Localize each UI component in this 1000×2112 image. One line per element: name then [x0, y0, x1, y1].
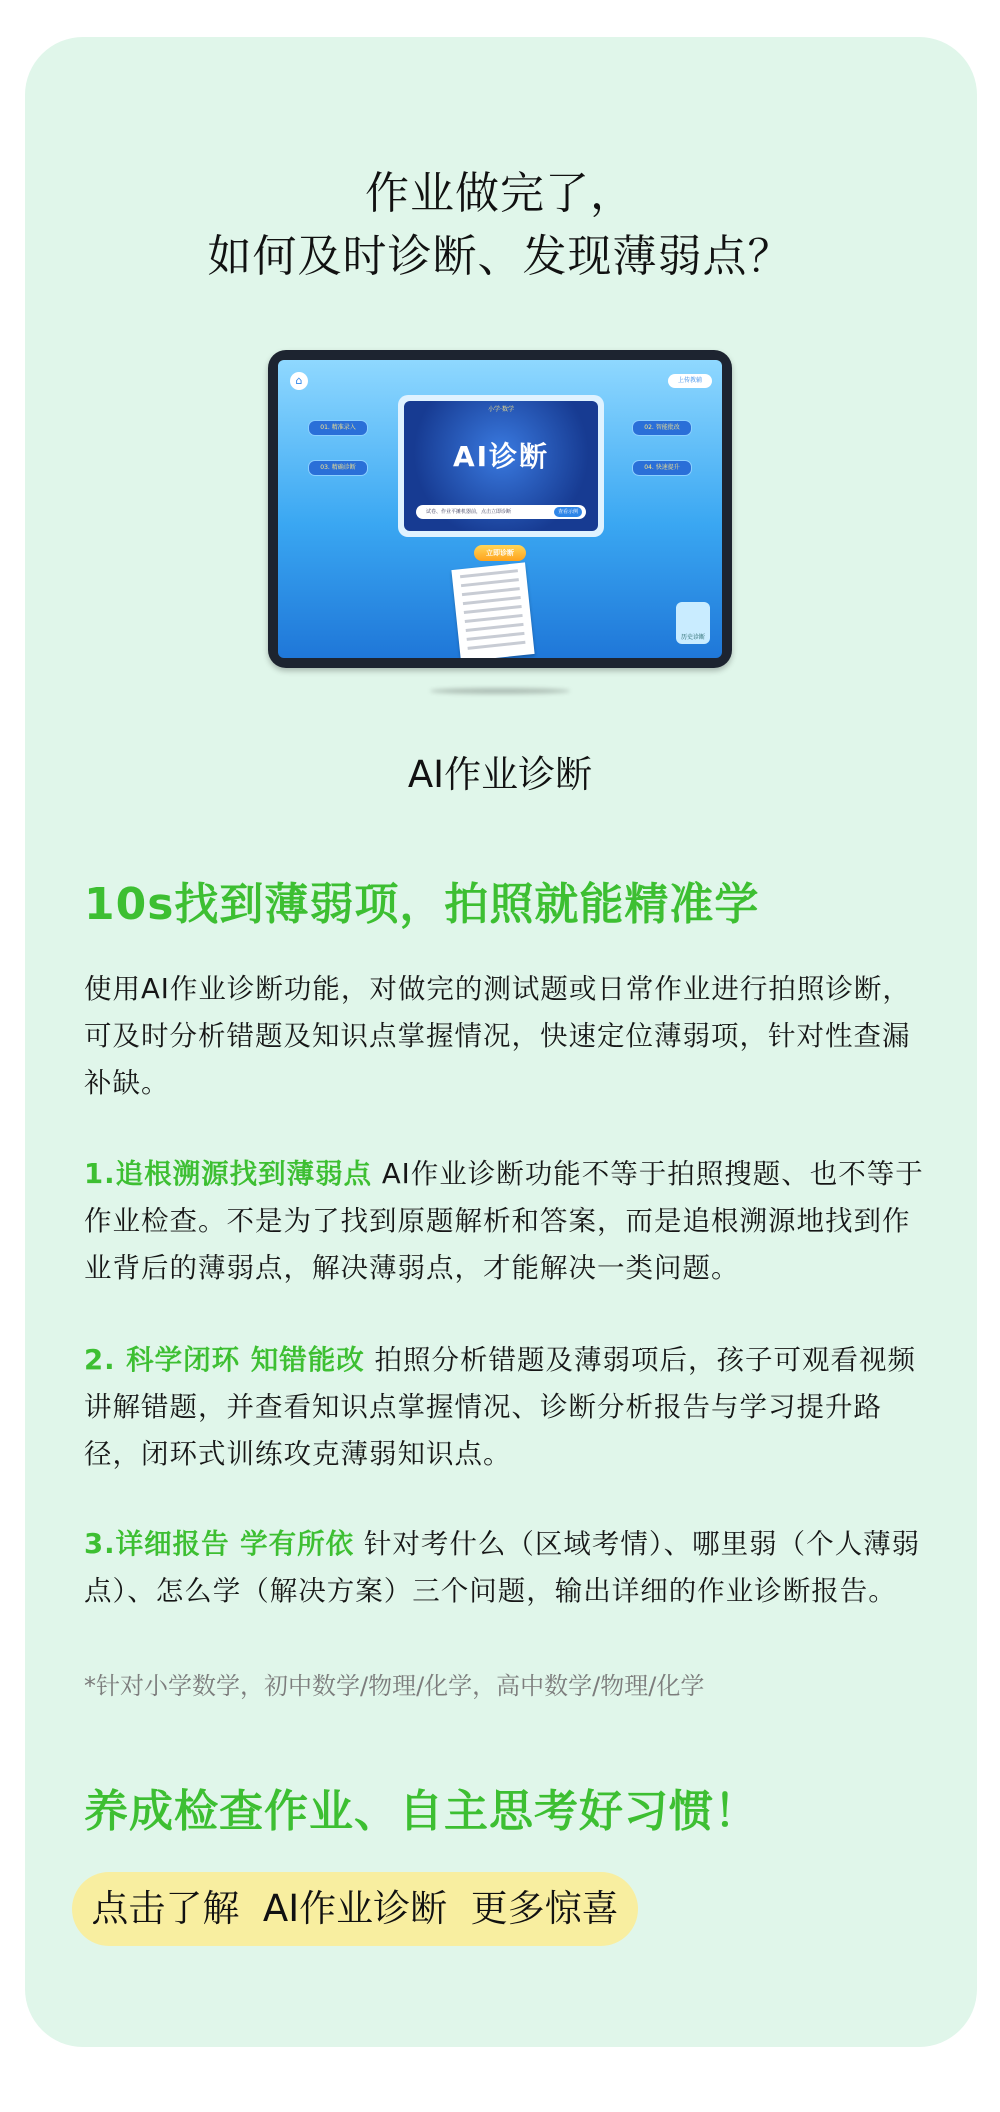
- worksheet-paper: [451, 562, 534, 658]
- intro-paragraph: 使用AI作业诊断功能，对做完的测试题或日常作业进行拍照诊断，可及时分析错题及知识点掌握情况，快速定位薄弱项，针对性查漏补缺。: [84, 973, 911, 1099]
- paper-line: [465, 614, 523, 623]
- paper-line: [463, 596, 521, 605]
- point-paragraph-1: [84, 1151, 924, 1292]
- point-title-3: 3.详细报告 学有所依: [84, 1528, 355, 1560]
- paper-line: [462, 587, 520, 596]
- ai-diagnosis-title: AI诊断: [452, 440, 550, 473]
- feature-pill: 02. 智能批改: [632, 420, 692, 436]
- history-diagnosis-button: 历史诊断: [676, 602, 710, 644]
- point-paragraph-3: [84, 1521, 924, 1615]
- tablet-shadow: [430, 688, 570, 694]
- feature-pill: 01. 精准录入: [308, 420, 368, 436]
- subject-label: 小学·数学: [488, 406, 514, 413]
- feature-pill: 04. 快速提升: [632, 460, 692, 476]
- point-title-1: 1.追根溯源找到薄弱点: [84, 1158, 373, 1190]
- point-paragraph-2: [84, 1337, 924, 1478]
- section-heading: 10s找到薄弱项，拍照就能精准学: [84, 879, 760, 930]
- point-text-1: AI作业诊断功能不等于拍照搜题、也不等于作业检查。不是为了找到原题解析和答案，而是追根溯源地找到作业背后的薄弱点，解决薄弱点，才能解决一类问题。: [84, 1158, 924, 1284]
- point-text-2: 拍照分析错题及薄弱项后，孩子可观看视频讲解错题，并查看知识点掌握情况、诊断分析报告与学习提升路径，闭环式训练攻克薄弱知识点。: [84, 1344, 916, 1470]
- paper-line: [466, 623, 524, 632]
- hero-line-1: 作业做完了，: [365, 168, 635, 219]
- image-caption: AI作业诊断: [407, 753, 593, 796]
- upload-button: 上传教辅: [668, 374, 712, 388]
- paper-line: [460, 569, 518, 578]
- learn-more-button[interactable]: 点击了解 AI作业诊断 更多惊喜: [72, 1872, 638, 1946]
- hero-line-2: 如何及时诊断、发现薄弱点？: [207, 231, 793, 282]
- feature-pill: 03. 精确诊断: [308, 460, 368, 476]
- home-icon: ⌂: [290, 372, 308, 390]
- slogan-heading: 养成检查作业、自主思考好习惯！: [84, 1786, 759, 1837]
- monitor-screen: [404, 401, 598, 531]
- footnote: *针对小学数学，初中数学/物理/化学，高中数学/物理/化学: [84, 1672, 705, 1700]
- upload-bar: [416, 505, 586, 519]
- tablet-screen: [278, 360, 722, 658]
- upload-bar-text: 试卷、作业平摊机器前，点击立即诊断: [426, 509, 512, 515]
- monitor-graphic: [398, 395, 604, 537]
- tablet-illustration: [268, 350, 732, 668]
- sample-button: 查看示例: [554, 507, 582, 517]
- paper-line: [467, 632, 525, 641]
- paper-line: [468, 641, 526, 650]
- start-diagnosis-button: 立即诊断: [474, 545, 526, 561]
- paper-line: [464, 605, 522, 614]
- paper-line: [461, 578, 519, 587]
- point-text-3: 针对考什么（区域考情）、哪里弱（个人薄弱点）、怎么学（解决方案）三个问题，输出详细的作业诊断报告。: [84, 1528, 921, 1607]
- point-title-2: 2. 科学闭环 知错能改: [84, 1344, 365, 1376]
